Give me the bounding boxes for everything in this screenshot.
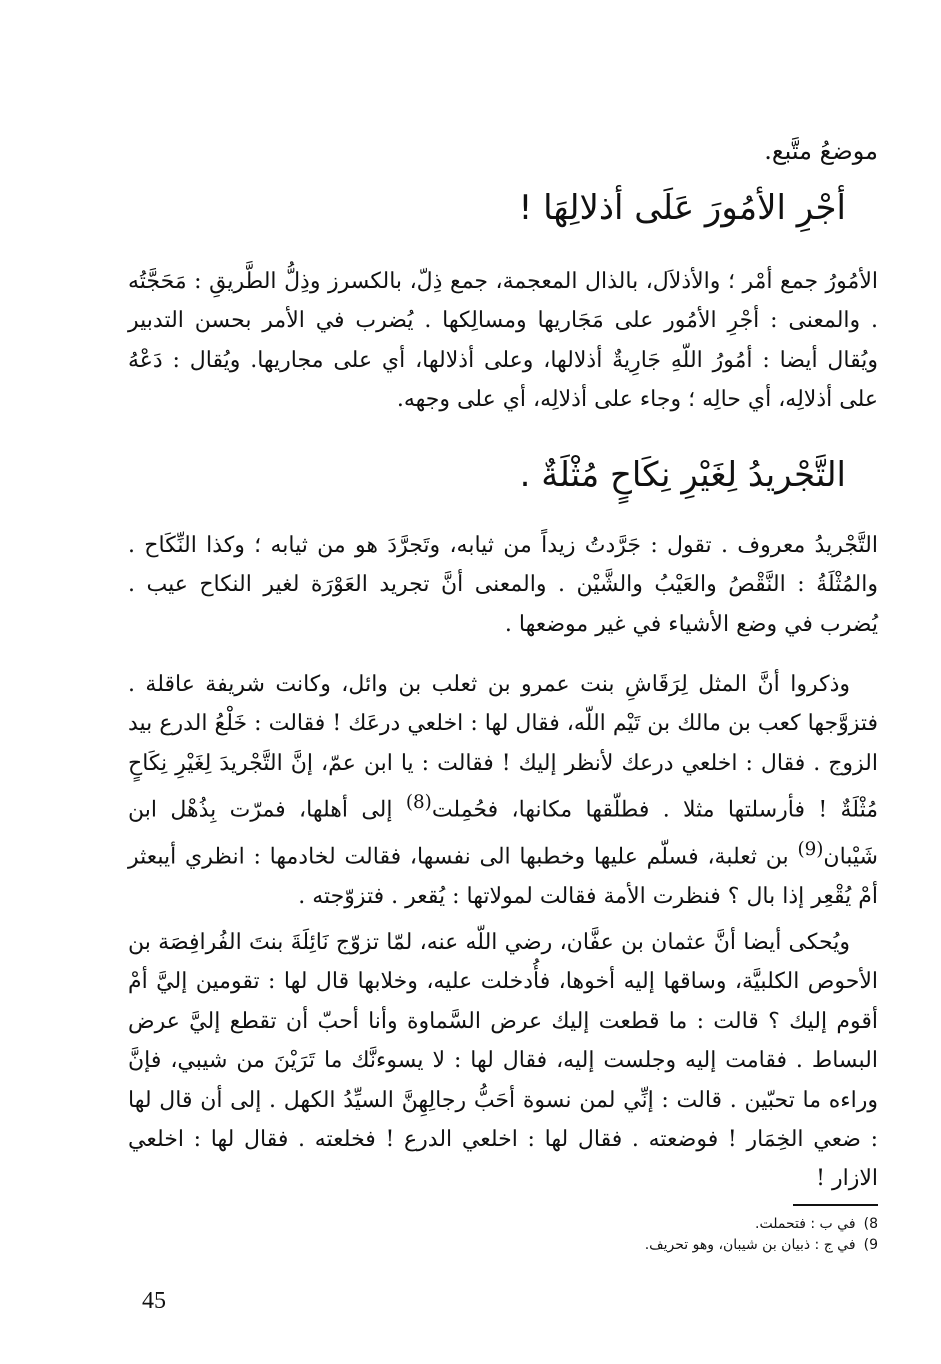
paragraph-2: التَّجْريدُ معروف . تقول : جَرَّدتُ زيداً من ثيابه، وتَجرَّدَ هو من ثيابه ؛ وكذا النِّكَاح . والمُثْلَةُ : النَّقْصُ والعَيْبُ والشَّيْن . والمعنى أنَّ تجريد العَوْرَة لغير النكاح عيب . يُضرب في وضع الأشياء في غير موضعها .	[128, 533, 878, 637]
footnote-number: 9)	[863, 1237, 878, 1253]
footnotes	[645, 1214, 878, 1256]
footnote-text: في ب : فتحملت.	[755, 1216, 856, 1232]
paragraph-3	[128, 665, 878, 916]
proverb-heading-2: التَّجْريدُ لِغَيْرِ نِكَاحٍ مُثْلَةٌ .	[519, 455, 846, 495]
page-number: 45	[142, 1288, 166, 1314]
paragraph-3-part-2: إلى أهلها، فمرّت بِذُهْل ابن شَيْبان	[128, 797, 878, 870]
footnote-9	[645, 1235, 878, 1256]
footnote-text: في ج : ذبيان بن شيبان، وهو تحريف.	[644, 1237, 856, 1253]
paragraph-4: ويُحكى أيضا أنَّ عثمان بن عفَّان، رضي اللّه عنه، لمّا تزوّج نَائِلَةَ بنتَ الفُرافِصَة بن الأحوص الكلبيَّة، وساقها إليه أخوها، فأُدخلت عليه، وخلابها قال لها : تقومين إليَّ أمْ أقوم إليك ؟ قالت : ما قطعت إليك عرض السَّماوة وأنا أحبّ أن تقطع إليَّ عرض البساط . فقامت إليه وجلست إليه، فقال لها : لا يسوءنَّك ما تَرَيْنَ من شيبي، فإنَّ وراءه ما تحبّين . قالت : إنِّي لمن نسوة أحَبُّ رجالِهِنَّ السيِّدُ الكهل . إلى أن قال لها : ضعي الخِمَار ! فوضعته . فقال لها : اخلعي الدرع ! فخلعته . فقال لها : اخلعي الازار !	[128, 930, 878, 1192]
paragraph-1: الأمُورُ جمع أمْر ؛ والأذلاَل، بالذال المعجمة، جمع ذِلّ، بالكسرز وذِلُّ الطَّريقِ : مَحَجَّتُه . والمعنى : أجْرِ الأمُور على مَجَاريها ومسالِكها . يُضرب في الأمر بحسن التدبير ويُقال أيضا : أمُورُ اللّهِ جَارِيةٌ أذلالها، وعلى أذلالها، أي على مجاريها. ويُقال : دَعْهُ على أذلالِه، أي حالِه ؛ وجاء على أذلالِه، أي على وجهه.	[128, 269, 878, 413]
footnote-divider	[793, 1204, 878, 1206]
footnote-8	[645, 1214, 878, 1235]
footnote-ref-8: (8)	[405, 792, 432, 814]
footnote-ref-9: (9)	[797, 838, 824, 860]
paragraph-3-part-1: وذكروا أنَّ المثل لِرَقَاشِ بنت عمرو بن ثعلب بن وائل، وكانت شريفة عاقلة . فتزوَّجها كعب بن مالك بن تَيْم اللّه، فقال لها : اخلعي درعَك ! فقالت : خَلْعُ الدرع بيد الزوج . فقال : اخلعي درعك لأنظر إليك ! فقالت : يا ابن عمّ، إنَّ التَّجْريدَ لِغَيْرِ نِكَاحٍ مُثْلَةٌ ! فأرسلتها مثلا . فطلّقها مكانها، فحُمِلت	[128, 672, 878, 823]
proverb-heading-1: أجْرِ الأمُورَ عَلَى أذلالِهَا !	[518, 188, 846, 228]
footnote-number: 8)	[863, 1216, 878, 1232]
continuation-line: موضعُ متَّبع.	[764, 137, 878, 165]
paragraph-3-part-3: بن ثعلبة، فسلّم عليها وخطبها الى نفسها، فقالت لخادمها : انظري أيبعثر أمْ يُقْعِر إذا بال ؟ فنظرت الأمة فقالت لمولاتها : يُقعر . فتزوّجته .	[128, 844, 878, 909]
